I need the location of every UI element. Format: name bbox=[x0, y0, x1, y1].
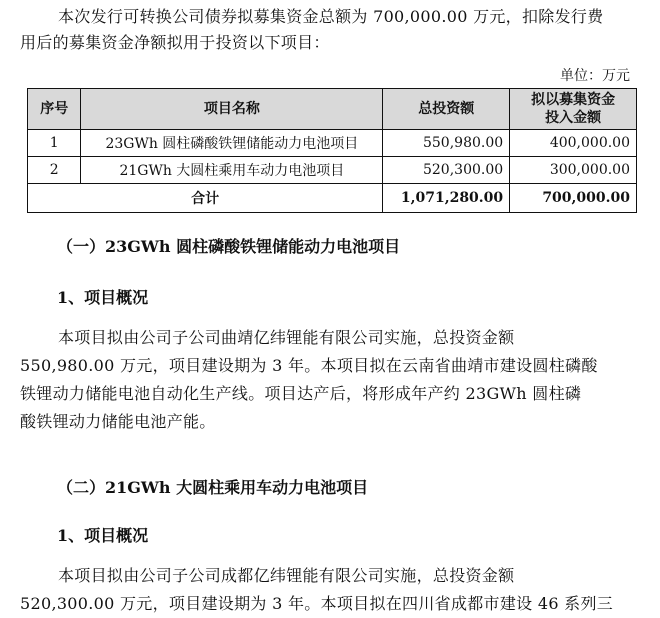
row-1-name: 23GWh 圆柱磷酸铁锂储能动力电池项目 bbox=[81, 130, 383, 157]
row-2-name: 21GWh 大圆柱乘用车动力电池项目 bbox=[81, 157, 383, 184]
row-2-total: 520,300.00 bbox=[383, 157, 510, 184]
section-1-subtitle: 1、项目概况 bbox=[57, 288, 149, 307]
header-raise-line-2: 投入金额 bbox=[545, 110, 602, 126]
header-total: 总投资额 bbox=[383, 89, 510, 130]
section-1-line-2: 550,980.00 万元，项目建设期为 3 年。本项目拟在云南省曲靖市建设圆柱磷酸 bbox=[20, 356, 598, 375]
section-1-paragraph bbox=[20, 324, 632, 436]
section-2-subtitle: 1、项目概况 bbox=[57, 526, 149, 545]
row-1-no: 1 bbox=[28, 130, 81, 157]
row-1-raise: 400,000.00 bbox=[510, 130, 637, 157]
sum-total: 1,071,280.00 bbox=[383, 184, 510, 213]
section-2-line-2: 520,300.00 万元，项目建设期为 3 年。本项目拟在四川省成都市建设 46 系列三 bbox=[20, 594, 614, 613]
row-2-raise: 300,000.00 bbox=[510, 157, 637, 184]
section-1-line-3: 铁锂动力储能电池自动化生产线。项目达产后，将形成年产约 23GWh 圆柱磷 bbox=[20, 384, 582, 403]
header-no: 序号 bbox=[28, 89, 81, 130]
intro-paragraph bbox=[20, 4, 632, 56]
row-2-no: 2 bbox=[28, 157, 81, 184]
section-1-line-1: 本项目拟由公司子公司曲靖亿纬锂能有限公司实施，总投资金额 bbox=[58, 328, 515, 347]
header-raise-line-1: 拟以募集资金 bbox=[531, 92, 616, 108]
table-row bbox=[28, 157, 637, 184]
section-2-title: （二）21GWh 大圆柱乘用车动力电池项目 bbox=[57, 478, 369, 497]
header-raise bbox=[510, 89, 637, 130]
table-row bbox=[28, 130, 637, 157]
section-1-line-4: 酸铁锂动力储能电池产能。 bbox=[20, 412, 216, 431]
section-2-line-1: 本项目拟由公司子公司成都亿纬锂能有限公司实施，总投资金额 bbox=[58, 566, 515, 585]
investment-table bbox=[27, 88, 637, 213]
sum-raise: 700,000.00 bbox=[510, 184, 637, 213]
table-header-row bbox=[28, 89, 637, 130]
sum-label: 合计 bbox=[28, 184, 383, 213]
table-sum-row bbox=[28, 184, 637, 213]
row-1-total: 550,980.00 bbox=[383, 130, 510, 157]
header-name: 项目名称 bbox=[81, 89, 383, 130]
section-2-paragraph bbox=[20, 562, 632, 618]
intro-line-1: 本次发行可转换公司债券拟募集资金总额为 700,000.00 万元，扣除发行费 bbox=[58, 7, 604, 26]
intro-line-2: 用后的募集资金净额拟用于投资以下项目： bbox=[20, 33, 330, 52]
unit-label: 单位：万元 bbox=[560, 68, 630, 84]
section-1-title: （一）23GWh 圆柱磷酸铁锂储能动力电池项目 bbox=[57, 237, 401, 256]
